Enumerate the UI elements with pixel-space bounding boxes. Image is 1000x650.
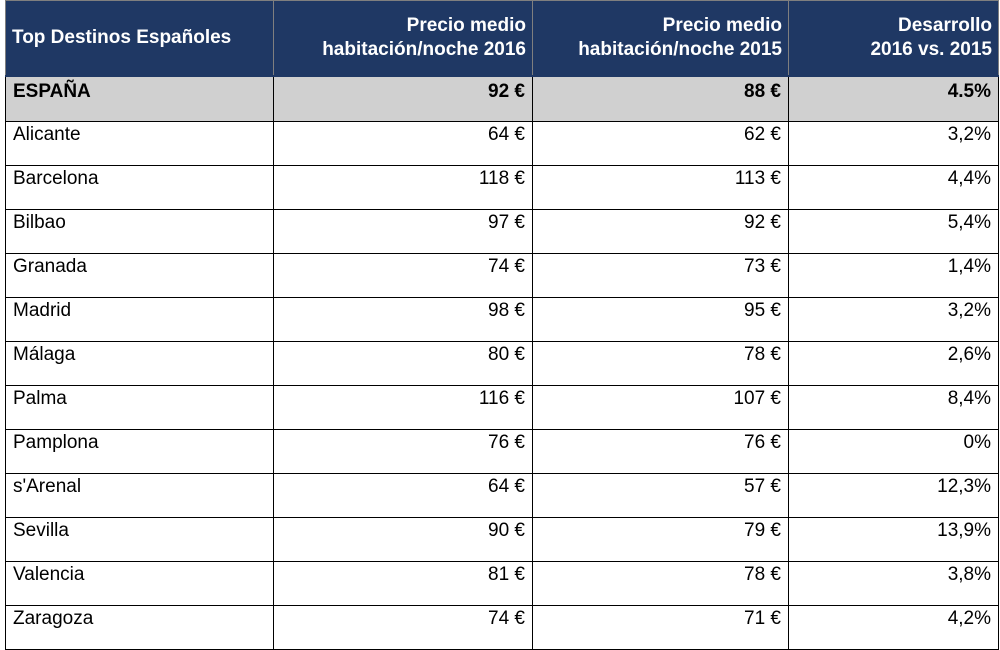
cell-price-2016: 92 € — [274, 76, 533, 122]
cell-destination: Alicante — [6, 122, 274, 166]
cell-price-2016: 74 € — [274, 254, 533, 298]
cell-price-2015: 78 € — [533, 342, 789, 386]
cell-price-2015: 78 € — [533, 562, 789, 606]
table-header-row — [6, 1, 999, 76]
table-row — [6, 474, 999, 518]
cell-price-2015: 79 € — [533, 518, 789, 562]
cell-price-2016: 80 € — [274, 342, 533, 386]
table-row — [6, 386, 999, 430]
cell-destination: Málaga — [6, 342, 274, 386]
cell-destination: Barcelona — [6, 166, 274, 210]
cell-price-2015: 57 € — [533, 474, 789, 518]
cell-price-2016: 74 € — [274, 606, 533, 650]
header-price-2016 — [274, 1, 533, 76]
cell-change: 13,9% — [789, 518, 999, 562]
cell-price-2016: 64 € — [274, 122, 533, 166]
cell-price-2015: 95 € — [533, 298, 789, 342]
header-price-2015-line1: Precio medio — [662, 14, 782, 36]
cell-destination: Bilbao — [6, 210, 274, 254]
table-row — [6, 518, 999, 562]
header-change — [789, 1, 999, 76]
cell-destination: Pamplona — [6, 430, 274, 474]
header-destinations — [6, 1, 274, 76]
cell-price-2016: 116 € — [274, 386, 533, 430]
cell-price-2016: 64 € — [274, 474, 533, 518]
header-destinations-label: Top Destinos Españoles — [12, 26, 232, 48]
table-row — [6, 606, 999, 650]
cell-change: 12,3% — [789, 474, 999, 518]
table-row — [6, 122, 999, 166]
cell-price-2016: 98 € — [274, 298, 533, 342]
table-row — [6, 298, 999, 342]
hotel-prices-table — [5, 0, 999, 650]
cell-destination: Sevilla — [6, 518, 274, 562]
cell-price-2015: 107 € — [533, 386, 789, 430]
header-price-2015-line2: habitación/noche 2015 — [578, 38, 782, 60]
cell-change: 4,2% — [789, 606, 999, 650]
header-change-line2: 2016 vs. 2015 — [870, 38, 992, 60]
cell-change: 3,2% — [789, 298, 999, 342]
table-row — [6, 430, 999, 474]
table-row — [6, 342, 999, 386]
cell-change: 8,4% — [789, 386, 999, 430]
cell-destination: Madrid — [6, 298, 274, 342]
cell-price-2016: 97 € — [274, 210, 533, 254]
cell-price-2015: 71 € — [533, 606, 789, 650]
header-price-2016-line1: Precio medio — [406, 14, 526, 36]
cell-price-2016: 81 € — [274, 562, 533, 606]
header-change-line1: Desarrollo — [898, 14, 992, 36]
cell-price-2016: 76 € — [274, 430, 533, 474]
cell-price-2015: 92 € — [533, 210, 789, 254]
table-row — [6, 166, 999, 210]
cell-destination: ESPAÑA — [6, 76, 274, 122]
table-row — [6, 210, 999, 254]
cell-destination: Zaragoza — [6, 606, 274, 650]
table-row-total — [6, 76, 999, 122]
cell-price-2015: 113 € — [533, 166, 789, 210]
cell-destination: Palma — [6, 386, 274, 430]
cell-change: 3,8% — [789, 562, 999, 606]
cell-change: 3,2% — [789, 122, 999, 166]
cell-change: 4.5% — [789, 76, 999, 122]
cell-price-2015: 76 € — [533, 430, 789, 474]
cell-price-2015: 88 € — [533, 76, 789, 122]
cell-destination: s'Arenal — [6, 474, 274, 518]
cell-price-2015: 73 € — [533, 254, 789, 298]
cell-price-2015: 62 € — [533, 122, 789, 166]
header-price-2016-line2: habitación/noche 2016 — [322, 38, 526, 60]
cell-change: 2,6% — [789, 342, 999, 386]
cell-price-2016: 90 € — [274, 518, 533, 562]
cell-change: 0% — [789, 430, 999, 474]
cell-change: 1,4% — [789, 254, 999, 298]
cell-destination: Granada — [6, 254, 274, 298]
cell-price-2016: 118 € — [274, 166, 533, 210]
cell-change: 4,4% — [789, 166, 999, 210]
table-row — [6, 562, 999, 606]
cell-change: 5,4% — [789, 210, 999, 254]
table-row — [6, 254, 999, 298]
header-price-2015 — [533, 1, 789, 76]
cell-destination: Valencia — [6, 562, 274, 606]
